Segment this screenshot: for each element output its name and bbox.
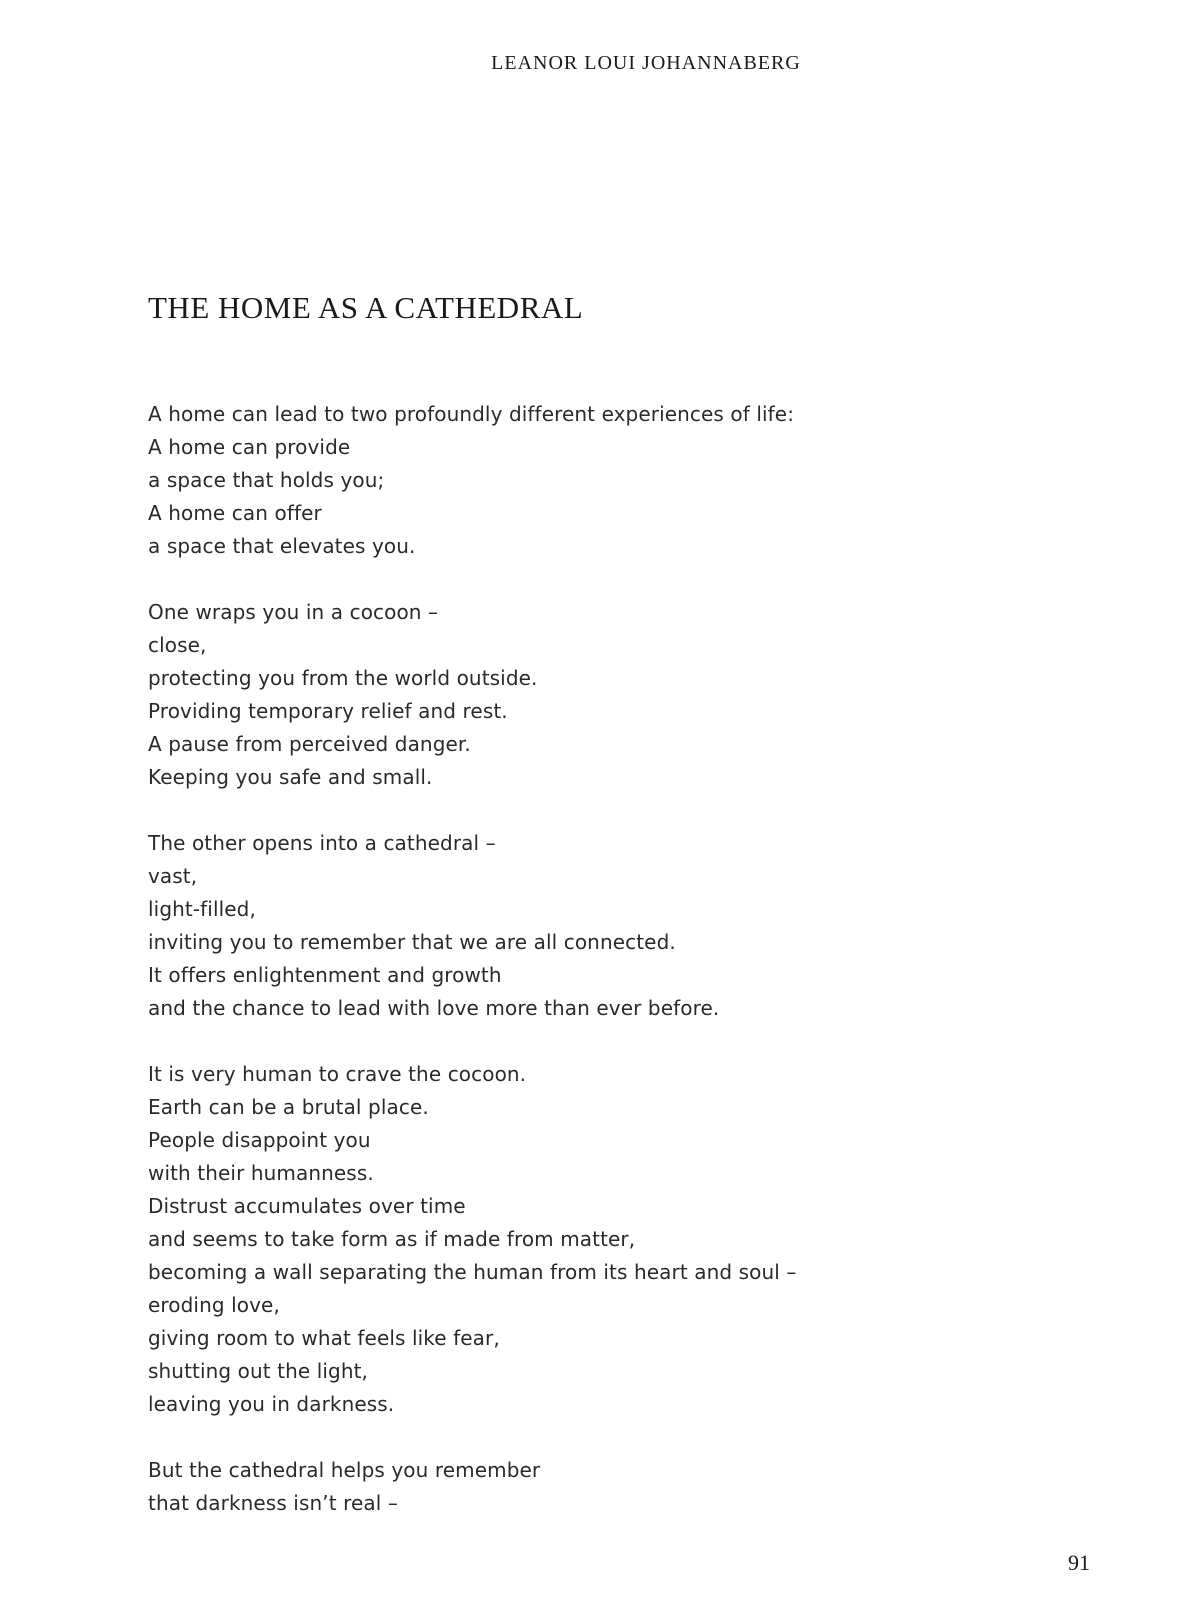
stanza [148, 1454, 1048, 1520]
poem-line: a space that holds you; [148, 468, 385, 492]
poem-line: One wraps you in a cocoon – [148, 600, 439, 624]
poem-body [148, 398, 1048, 1520]
poem-line: A pause from perceived danger. [148, 732, 471, 756]
poem-line: leaving you in darkness. [148, 1392, 395, 1416]
poem-line: The other opens into a cathedral – [148, 831, 496, 855]
stanza [148, 1058, 1048, 1421]
poem-line: People disappoint you [148, 1128, 371, 1152]
poem-line: with their humanness. [148, 1161, 374, 1185]
running-head-author: LEANOR LOUI JOHANNABERG [491, 52, 801, 74]
poem-line: But the cathedral helps you remember [148, 1458, 541, 1482]
poem-line: It is very human to crave the cocoon. [148, 1062, 527, 1086]
poem-line: eroding love, [148, 1293, 280, 1317]
poem-line: vast, [148, 864, 198, 888]
poem-line: Keeping you safe and small. [148, 765, 433, 789]
poem-line: giving room to what feels like fear, [148, 1326, 500, 1350]
poem-line: and the chance to lead with love more than ever before. [148, 996, 720, 1020]
chapter-title: THE HOME AS A CATHEDRAL [148, 290, 584, 325]
poem-line: Distrust accumulates over time [148, 1194, 466, 1218]
poem-line: A home can provide [148, 435, 351, 459]
poem-line: that darkness isn’t real – [148, 1491, 398, 1515]
poem-line: light-filled, [148, 897, 256, 921]
poem-line: A home can offer [148, 501, 322, 525]
stanza [148, 827, 1048, 1025]
poem-line: It offers enlightenment and growth [148, 963, 502, 987]
poem-line: becoming a wall separating the human from its heart and soul – [148, 1260, 797, 1284]
page-number: 91 [1068, 1550, 1090, 1575]
stanza [148, 596, 1048, 794]
poem-line: and seems to take form as if made from matter, [148, 1227, 636, 1251]
poem-line: protecting you from the world outside. [148, 666, 538, 690]
stanza [148, 398, 1048, 563]
poem-line: shutting out the light, [148, 1359, 369, 1383]
poem-line: a space that elevates you. [148, 534, 416, 558]
poem-line: Earth can be a brutal place. [148, 1095, 429, 1119]
poem-line: Providing temporary relief and rest. [148, 699, 508, 723]
poem-line: inviting you to remember that we are all connected. [148, 930, 676, 954]
poem-line: A home can lead to two profoundly different experiences of life: [148, 402, 795, 426]
poem-line: close, [148, 633, 207, 657]
